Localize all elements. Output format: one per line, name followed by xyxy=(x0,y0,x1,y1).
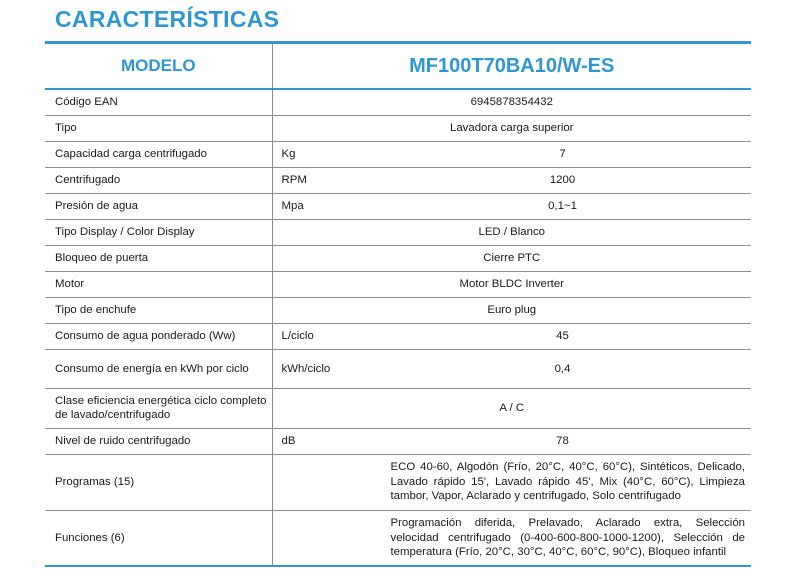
spec-value: 6945878354432 xyxy=(272,89,751,115)
table-row xyxy=(45,323,751,349)
table-row xyxy=(45,219,751,245)
table-row xyxy=(45,454,751,510)
table-row xyxy=(45,349,751,388)
spec-value: Cierre PTC xyxy=(272,245,751,271)
spec-unit: dB xyxy=(272,428,374,454)
table-row xyxy=(45,141,751,167)
table-row xyxy=(45,428,751,454)
page-title: CARACTERÍSTICAS xyxy=(55,6,280,32)
spec-label: Bloqueo de puerta xyxy=(45,245,272,271)
spec-value: 7 xyxy=(374,141,751,167)
spec-value: 45 xyxy=(374,323,751,349)
spec-value: Motor BLDC Inverter xyxy=(272,271,751,297)
table-header-row xyxy=(45,43,751,90)
spec-label: Consumo de agua ponderado (Ww) xyxy=(45,323,272,349)
spec-label: Presión de agua xyxy=(45,193,272,219)
spec-label: Centrifugado xyxy=(45,167,272,193)
table-row xyxy=(45,245,751,271)
specs-table xyxy=(45,41,751,567)
model-code: MF100T70BA10/W-ES xyxy=(272,43,751,90)
spec-value: LED / Blanco xyxy=(272,219,751,245)
spec-label: Tipo de enchufe xyxy=(45,297,272,323)
table-row xyxy=(45,167,751,193)
table-row xyxy=(45,388,751,428)
spec-unit: Kg xyxy=(272,141,374,167)
table-row xyxy=(45,89,751,115)
spec-label: Código EAN xyxy=(45,89,272,115)
spec-label: Tipo xyxy=(45,115,272,141)
table-row xyxy=(45,510,751,566)
spec-label: Clase eficiencia energética ciclo completo de lavado/centrifugado xyxy=(45,388,272,428)
spec-label: Funciones (6) xyxy=(45,510,272,566)
model-label: MODELO xyxy=(45,43,272,90)
spec-label: Capacidad carga centrifugado xyxy=(45,141,272,167)
spec-value: Euro plug xyxy=(272,297,751,323)
spec-unit: Mpa xyxy=(272,193,374,219)
spec-value: A / C xyxy=(272,388,751,428)
spec-value: 78 xyxy=(374,428,751,454)
spec-label: Consumo de energía en kWh por ciclo xyxy=(45,349,272,388)
spec-label: Programas (15) xyxy=(45,454,272,510)
table-row xyxy=(45,193,751,219)
table-row xyxy=(45,271,751,297)
table-row xyxy=(45,297,751,323)
table-row xyxy=(45,115,751,141)
spec-unit: L/ciclo xyxy=(272,323,374,349)
spec-value: 0,4 xyxy=(374,349,751,388)
spec-value: 1200 xyxy=(374,167,751,193)
spec-label: Motor xyxy=(45,271,272,297)
spec-value: ECO 40-60, Algodón (Frío, 20°C, 40°C, 60°C), Sintéticos, Delicado, Lavado rápido 15', Lavado rápido 45', Mix (40°C, 60°C), Limpieza tambor, Vapor, Aclarado y centrifugado, Solo centrifugado xyxy=(272,454,751,510)
spec-value: 0,1~1 xyxy=(374,193,751,219)
spec-value: Programación diferida, Prelavado, Aclarado extra, Selección velocidad centrifugado (0-400-600-800-1000-1200), Selección de temperatura (Frío, 20°C, 30°C, 40°C, 60°C, 90°C), Bloqueo infantil xyxy=(390,517,745,558)
spec-label: Tipo Display / Color Display xyxy=(45,219,272,245)
spec-unit: RPM xyxy=(272,167,374,193)
spec-unit: kWh/ciclo xyxy=(272,349,374,388)
spec-label: Nivel de ruido centrifugado xyxy=(45,428,272,454)
spec-value: Lavadora carga superior xyxy=(272,115,751,141)
